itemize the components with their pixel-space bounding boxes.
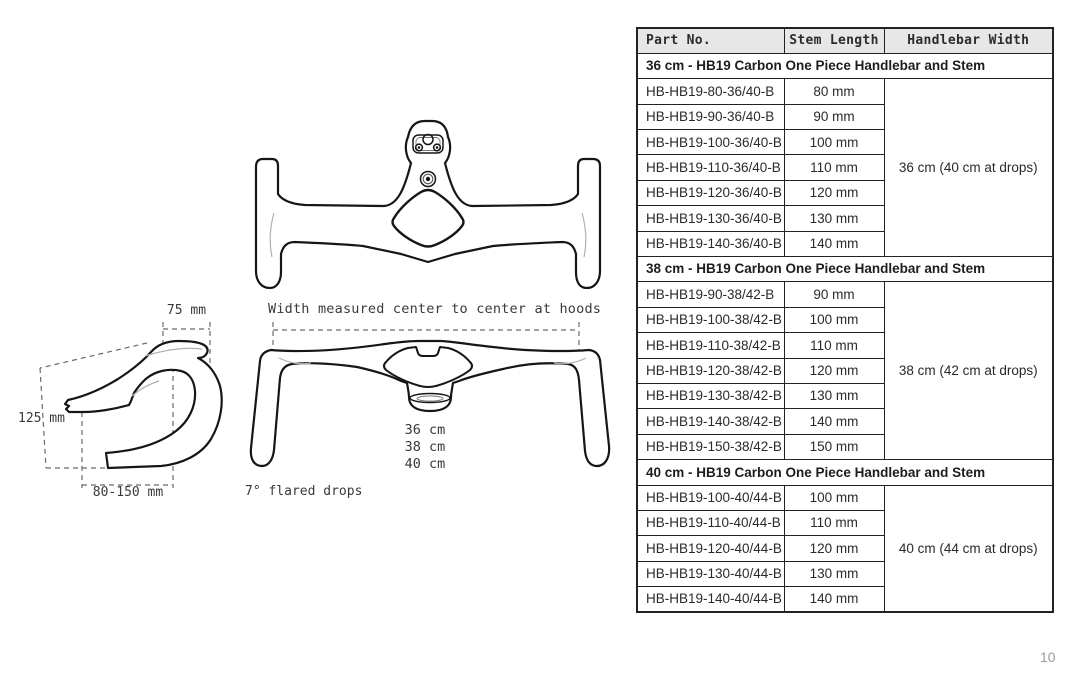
width-size-label-38: 38 cm [404,439,446,455]
section-title-38cm: 38 cm - HB19 Carbon One Piece Handlebar and Stem [637,257,1053,282]
stem-range-dimension-label: 80-150 mm [92,485,164,500]
section-header-row [637,53,1053,78]
part-no-cell: HB-HB19-100-40/44-B [637,485,784,510]
table-row [637,79,1053,104]
section-title-40cm: 40 cm - HB19 Carbon One Piece Handlebar and Stem [637,460,1053,485]
stem-length-cell: 140 mm [784,587,884,612]
section-header-row [637,460,1053,485]
part-no-cell: HB-HB19-120-40/44-B [637,536,784,561]
stem-length-cell: 120 mm [784,536,884,561]
part-no-cell: HB-HB19-80-36/40-B [637,79,784,104]
stem-length-cell: 100 mm [784,485,884,510]
part-no-cell: HB-HB19-140-38/42-B [637,409,784,434]
part-no-cell: HB-HB19-110-40/44-B [637,510,784,535]
part-no-cell: HB-HB19-100-36/40-B [637,130,784,155]
stem-length-cell: 110 mm [784,155,884,180]
part-no-cell: HB-HB19-130-40/44-B [637,561,784,586]
part-no-cell: HB-HB19-140-36/40-B [637,231,784,256]
part-no-cell: HB-HB19-90-38/42-B [637,282,784,307]
section-title-36cm: 36 cm - HB19 Carbon One Piece Handlebar and Stem [637,53,1053,78]
page-number: 10 [1040,649,1056,665]
flared-drops-note: 7° flared drops [245,484,363,499]
handlebar-top-view-diagram [245,95,620,300]
part-no-cell: HB-HB19-150-38/42-B [637,434,784,459]
stem-length-cell: 110 mm [784,510,884,535]
part-no-cell: HB-HB19-140-40/44-B [637,587,784,612]
column-header-stem-length: Stem Length [784,28,884,53]
part-no-cell: HB-HB19-120-38/42-B [637,358,784,383]
part-no-cell: HB-HB19-100-38/42-B [637,307,784,332]
table-header-row [637,28,1053,53]
part-no-cell: HB-HB19-90-36/40-B [637,104,784,129]
section-header-row [637,257,1053,282]
handlebar-width-cell-36cm: 36 cm (40 cm at drops) [884,79,1053,257]
handlebar-width-cell-40cm: 40 cm (44 cm at drops) [884,485,1053,612]
table-row [637,485,1053,510]
handlebar-width-cell-38cm: 38 cm (42 cm at drops) [884,282,1053,460]
stem-length-cell: 140 mm [784,231,884,256]
drop-measure-line [40,343,147,368]
stem-length-cell: 130 mm [784,383,884,408]
part-no-cell: HB-HB19-130-38/42-B [637,383,784,408]
handlebar-front-view-diagram [245,318,620,488]
stem-length-cell: 130 mm [784,206,884,231]
part-no-cell: HB-HB19-110-38/42-B [637,333,784,358]
column-header-handlebar-width: Handlebar Width [884,28,1053,53]
stem-length-cell: 110 mm [784,333,884,358]
stem-length-cell: 90 mm [784,282,884,307]
stem-length-cell: 140 mm [784,409,884,434]
parts-table [636,27,1054,613]
stem-length-cell: 120 mm [784,180,884,205]
stem-length-cell: 120 mm [784,358,884,383]
handlebar-side-view-diagram [12,300,242,505]
width-size-label-40: 40 cm [404,456,446,472]
part-no-cell: HB-HB19-110-36/40-B [637,155,784,180]
reach-dimension-label: 75 mm [166,303,207,318]
stem-length-cell: 90 mm [784,104,884,129]
drop-dimension-label: 125 mm [18,411,65,426]
stem-length-cell: 130 mm [784,561,884,586]
width-caption: Width measured center to center at hoods [268,301,602,317]
stem-length-cell: 100 mm [784,130,884,155]
stem-length-cell: 100 mm [784,307,884,332]
width-size-label-36: 36 cm [404,422,446,438]
table-row [637,282,1053,307]
part-no-cell: HB-HB19-130-36/40-B [637,206,784,231]
stem-length-cell: 150 mm [784,434,884,459]
stem-length-cell: 80 mm [784,79,884,104]
part-no-cell: HB-HB19-120-36/40-B [637,180,784,205]
column-header-part-no: Part No. [637,28,784,53]
